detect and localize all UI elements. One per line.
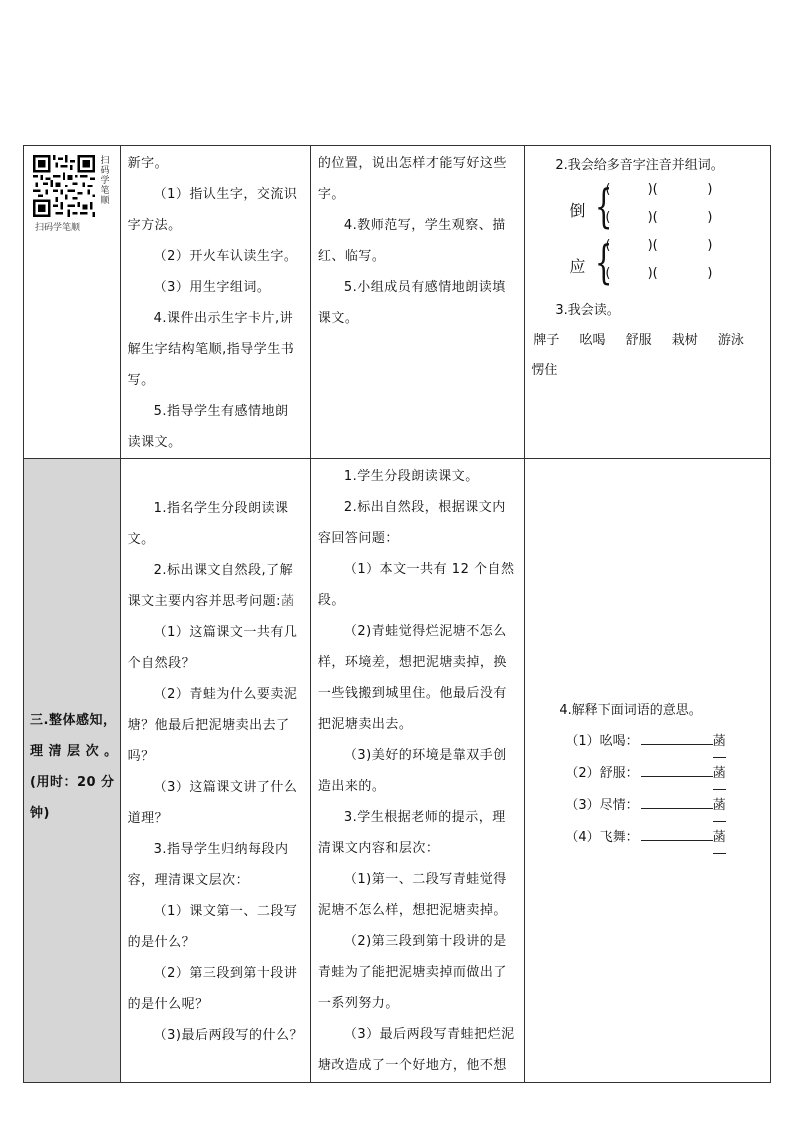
explain-label: （3）尽情： <box>565 798 639 813</box>
explain-label: （4）飞舞： <box>565 830 639 845</box>
stamp-mark: 菡 <box>281 594 295 609</box>
text-line: （1）指认生字，交流识 <box>153 187 298 202</box>
table-row <box>24 459 771 1083</box>
answer-blank[interactable]: ( )( ) <box>605 182 713 197</box>
polyphone-group <box>565 236 770 292</box>
explain-item <box>559 822 770 854</box>
text-line: （2）青蛙为什么要卖泥 <box>153 687 298 702</box>
polyphone-char: 倒 <box>569 201 586 220</box>
stamp-mark: 菡 <box>713 726 726 758</box>
text-line: （3）用生字组词。 <box>153 280 271 295</box>
stamp-mark: 菡 <box>713 758 726 790</box>
answer-blank[interactable] <box>641 762 713 777</box>
text-line: 一些钱搬到城里住。他最后没有 <box>317 686 507 701</box>
answer-blank[interactable]: ( )( ) <box>605 266 713 281</box>
text-line: 的位置，说出怎样才能写好这些 <box>317 156 507 171</box>
answer-blank[interactable]: ( )( ) <box>605 238 713 253</box>
brace-icon: { <box>595 235 613 289</box>
exercise-title: 3.我会读。 <box>555 303 620 318</box>
text-line: （3）这篇课文讲了什么 <box>153 780 298 795</box>
text-line: 塘？他最后把泥塘卖出去了 <box>127 718 290 733</box>
answer-blank[interactable] <box>641 730 713 745</box>
exercise-title: 4.解释下面词语的意思。 <box>559 703 702 718</box>
text-line: 读课文。 <box>127 435 182 450</box>
text-line: 道理？ <box>127 811 169 826</box>
text-line: 1.学生分段朗读课文。 <box>343 469 479 484</box>
text-line-body: 课文主要内容并思考问题: <box>127 594 282 609</box>
text-line: 新字。 <box>127 156 169 171</box>
explain-item <box>559 726 770 758</box>
text-line: （1）这篇课文一共有几 <box>153 625 298 640</box>
text-line: 容回答问题： <box>317 531 399 546</box>
text-line: 1.指名学生分段朗读课 <box>153 501 289 516</box>
stage-label: (用时：20 分 <box>30 775 115 790</box>
reading-words: 愣住 <box>531 363 558 378</box>
answer-blank[interactable]: ( )( ) <box>605 210 713 225</box>
answer-blank[interactable] <box>641 826 713 841</box>
explain-label: （2）舒服： <box>565 766 639 781</box>
text-line: 3.学生根据老师的提示，理 <box>343 810 506 825</box>
qr-caption: 扫码学笔顺 <box>35 223 81 233</box>
explain-item <box>559 790 770 822</box>
polyphone-group <box>565 180 770 236</box>
text-line: 泥塘不怎么样，想把泥塘卖掉。 <box>317 903 507 918</box>
brace-icon: { <box>595 179 613 233</box>
text-line: 的是什么？ <box>127 935 196 950</box>
text-line: 写。 <box>127 373 155 388</box>
exercise-title: 2.我会给多音字注音并组词。 <box>555 158 724 173</box>
text-line: 字。 <box>317 187 345 202</box>
text-line: 容，理清课文层次： <box>127 873 250 888</box>
qr-side-label: 扫码学笔顺 <box>100 156 110 206</box>
text-line: （2)第三段到第十段讲的是 <box>343 934 507 949</box>
text-line: 字方法。 <box>127 218 182 233</box>
qr-code-icon[interactable] <box>33 155 95 217</box>
text-line: 造出来的。 <box>317 779 386 794</box>
teacher-activity-cell <box>120 146 310 459</box>
stamp-mark: 菡 <box>713 790 726 822</box>
table-row <box>24 146 771 459</box>
text-line: 3.指导学生归纳每段内 <box>153 842 289 857</box>
text-line: 一系列努力。 <box>317 996 399 1011</box>
text-line: （3)最后两段写的什么？ <box>153 1028 303 1043</box>
text-line: 清课文内容和层次： <box>317 841 440 856</box>
student-activity-cell <box>310 146 524 459</box>
text-line: 把泥塘卖出去。 <box>317 717 413 732</box>
text-line <box>128 586 304 617</box>
polyphone-char: 应 <box>569 257 586 276</box>
text-line: 样，环境差，想把泥塘卖掉，换 <box>317 655 507 670</box>
qr-cell <box>24 146 121 459</box>
text-line: （1）本文一共有 12 个自然 <box>343 562 515 577</box>
text-line: 文。 <box>127 532 155 547</box>
stamp-mark: 菡 <box>713 822 726 854</box>
exercise-cell <box>525 459 771 1083</box>
text-line: 青蛙为了能把泥塘卖掉而做出了 <box>317 965 507 980</box>
stage-label: 三.整体感知， <box>30 713 117 728</box>
text-line: 5.指导学生有感情地朗 <box>153 404 289 419</box>
lesson-plan-table <box>23 145 771 1083</box>
text-line: （1）课文第一、二段写 <box>153 904 298 919</box>
stage-label: 钟) <box>30 806 50 821</box>
text-line: 吗？ <box>127 749 155 764</box>
text-line: （1)第一、二段写青蛙觉得 <box>343 872 507 887</box>
text-line: 5.小组成员有感情地朗读填 <box>343 280 506 295</box>
stage-label-cell <box>24 459 121 1083</box>
text-line: 塘改造成了一个好地方，他不想 <box>317 1058 507 1073</box>
answer-blank[interactable] <box>641 794 713 809</box>
reading-words: 牌子 吆喝 舒服 栽树 游泳 <box>533 333 744 348</box>
text-line: 解生字结构笔顺,指导学生书 <box>127 342 295 357</box>
text-line: （2）第三段到第十段讲 <box>153 966 298 981</box>
explain-label: （1）吆喝： <box>565 734 639 749</box>
text-line: 红、临写。 <box>317 249 386 264</box>
text-line: （3）最后两段写青蛙把烂泥 <box>343 1027 515 1042</box>
text-line: 2.标出课文自然段,了解 <box>153 563 294 578</box>
text-line: 4.课件出示生字卡片,讲 <box>153 311 294 326</box>
text-line: 4.教师范写，学生观察、描 <box>343 218 506 233</box>
text-line: （2)青蛙觉得烂泥塘不怎么 <box>343 624 507 639</box>
text-line: 个自然段？ <box>127 656 196 671</box>
text-line: （2）开火车认读生字。 <box>153 249 298 264</box>
text-line: 的是什么呢？ <box>127 997 209 1012</box>
student-activity-cell <box>310 459 524 1083</box>
teacher-activity-cell <box>120 459 310 1083</box>
text-line: 课文。 <box>317 311 359 326</box>
exercise-cell <box>525 146 771 459</box>
stage-label: 理 清 层 次 。 <box>30 744 118 759</box>
text-line: 段。 <box>317 593 345 608</box>
text-line: 2.标出自然段，根据课文内 <box>343 500 506 515</box>
text-line: （3)美好的环境是靠双手创 <box>343 748 507 763</box>
explain-item <box>559 758 770 790</box>
